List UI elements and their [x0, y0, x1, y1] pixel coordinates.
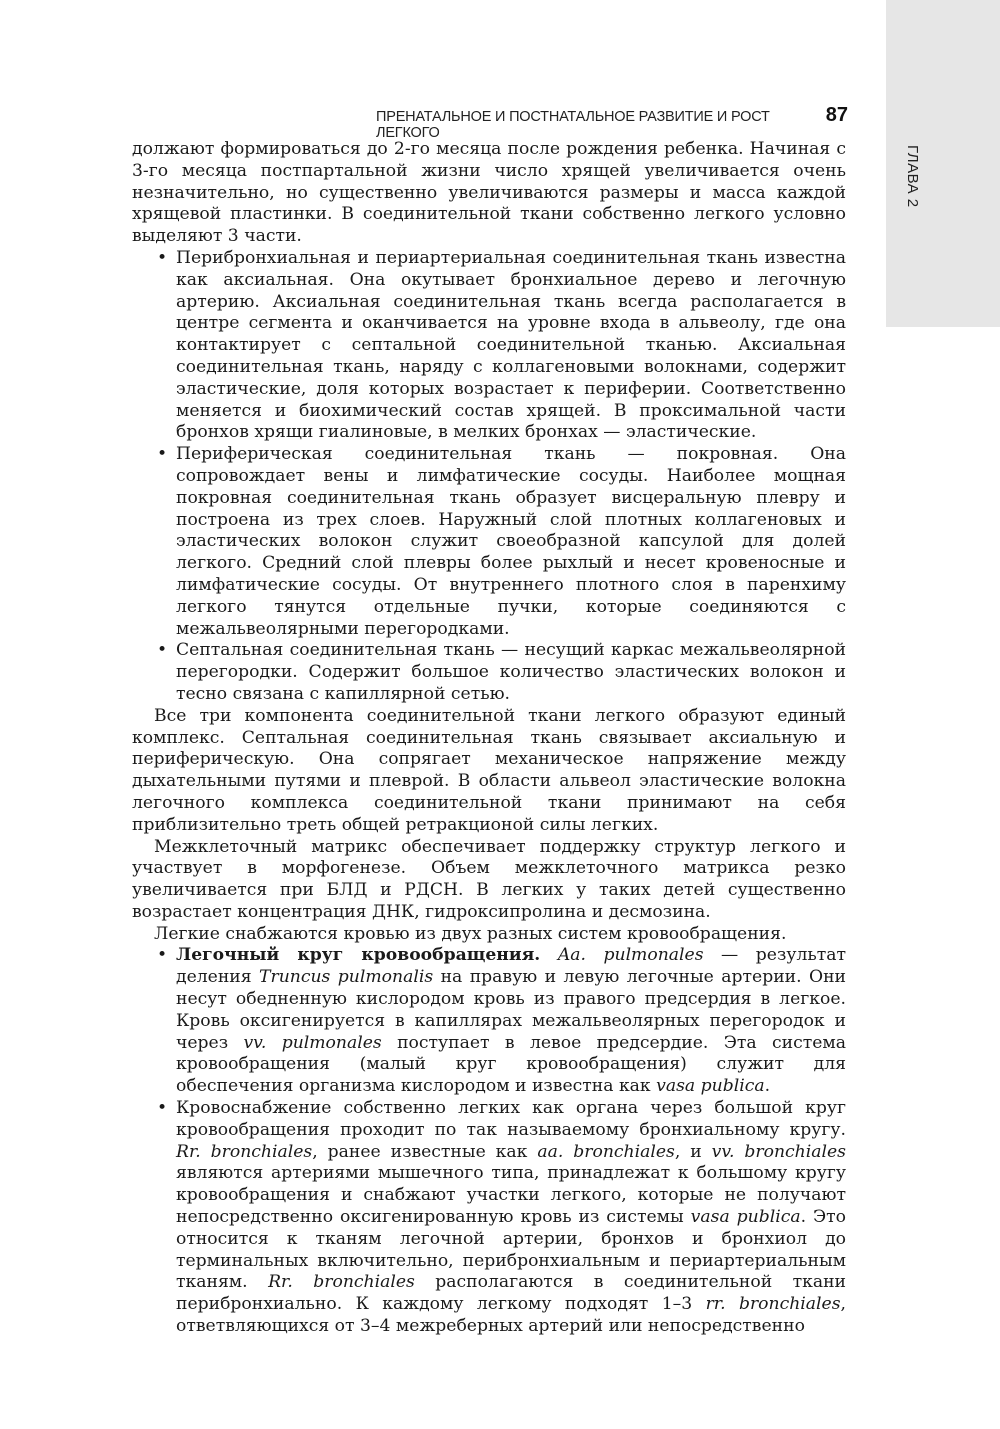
running-header	[376, 104, 848, 141]
text-run: . Это относится к тканям легочной артерии, бронхов и бронхиол до терминальных включительно, перибронхиальным и периартериальным тканям.	[176, 1207, 846, 1293]
pulmonary-heading: Легочный круг кровообращения.	[176, 945, 541, 966]
list-item-axial: • Перибронхиальная и периартериальная соединительная ткань известна как аксиальная. Она окутывает бронхиальное дерево и легочную артерию. Аксиальная соединительная ткань всегда располагается в центре сегмента и оканчивается на уровне входа в альвеолу, где она контактирует с септальной соединительной тканью. Аксиальная соединительная ткань, наряду с коллагеновыми волокнами, содержит эластические, доля которых возрастает к периферии. Соответственно меняется и биохимический состав хрящей. В проксимальной части бронхов хрящи гиалиновые, в мелких бронхах — эластические.	[176, 248, 846, 444]
latin-term: vv. bronchiales	[711, 1141, 846, 1162]
text-run: располагаются в соединительной ткани перибронхиально. К каждому легкому подходят 1–3	[176, 1272, 846, 1315]
text-run: , ответвляющихся от 3–4 межреберных артерий или непосредственно	[176, 1294, 846, 1337]
page-number: 87	[825, 104, 848, 126]
text-run: , и	[674, 1141, 712, 1162]
text-run: на правую и левую легочные артерии. Они несут обедненную кислородом кровь из правого предсердия в легкое. Кровь оксигенируется в капиллярах межальвеолярных перегородок и через	[176, 967, 846, 1053]
latin-term: aa. bronchiales	[537, 1141, 675, 1162]
text-run: , ранее известные как	[312, 1141, 538, 1162]
latin-term: Aa. pulmonales	[557, 945, 704, 966]
list-item-peripheral: • Периферическая соединительная ткань — покровная. Она сопровождает вены и лимфатические сосуды. Наиболее мощная покровная соединительная ткань образует висцеральную плевру и построена из трех слоев. Наружный слой плотных коллагеновых и эластических волокон служит своеобразной капсулой для долей легкого. Средний слой плевры более рыхлый и несет кровеносные и лимфатические сосуды. От внутреннего плотного слоя в паренхиму легкого тянутся отдельные пучки, которые соединяются с межальвеолярными перегородками.	[176, 444, 846, 640]
running-title: ПРЕНАТАЛЬНОЕ И ПОСТНАТАЛЬНОЕ РАЗВИТИЕ И РОСТ ЛЕГКОГО	[376, 109, 770, 141]
text-run: .	[764, 1076, 771, 1097]
circulation-list	[132, 945, 846, 1337]
list-item-pulmonary-circulation	[176, 945, 846, 1098]
chapter-label: ГЛАВА 2	[904, 145, 921, 208]
latin-term: vv. pulmonales	[243, 1032, 382, 1053]
latin-term: rr. bronchiales	[705, 1294, 841, 1315]
list-item-septal: • Септальная соединительная ткань — несущий каркас межальвеолярной перегородки. Содержит большое количество эластических волокон и тесно связана с капиллярной сетью.	[176, 640, 846, 705]
matrix-paragraph: Межклеточный матрикс обеспечивает поддержку структур легкого и участвует в морфогенезе. Объем межклеточного матрикса резко увеличивается при БЛД и РДСН. В легких у таких детей существенно возрастает концентрация ДНК, гидроксипролина и десмозина.	[132, 836, 846, 922]
latin-term: Rr. bronchiales	[268, 1272, 415, 1293]
latin-term: Truncus pulmonalis	[259, 967, 434, 988]
list-item-bronchial-circulation	[176, 1098, 846, 1338]
connective-tissue-list	[132, 248, 846, 706]
text-run: являются артериями мышечного типа, принадлежат к большому кругу кровообращения и снабжают участки легкого, которые не получают непосредственно оксигенированную кровь из системы	[176, 1163, 846, 1228]
intro-paragraph: должают формироваться до 2-го месяца после рождения ребенка. Начиная с 3-го месяца постпартальной жизни число хрящей увеличивается очень незначительно, но существенно увеличиваются размеры и масса каждой хрящевой пластинки. В соединительной ткани собственно легкого условно выделяют 3 части.	[132, 139, 846, 247]
complex-paragraph: Все три компонента соединительной ткани легкого образуют единый комплекс. Септальная соединительная ткань связывает аксиальную и периферическую. Она сопрягает механическое напряжение между дыхательными путями и плеврой. В области альвеол эластические волокна легочного комплекса соединительной ткани принимают на себя приблизительно треть общей ретракционой силы легких.	[132, 705, 846, 835]
latin-term: Rr. bronchiales	[176, 1141, 313, 1162]
latin-term: vasa publica	[656, 1076, 765, 1097]
text-run: поступает в левое предсердие. Эта система кровообращения (малый круг кровообращения) служит для обеспечения организма кислородом и известна как	[176, 1032, 846, 1097]
latin-term: vasa publica	[690, 1207, 801, 1228]
blood-supply-paragraph: Легкие снабжаются кровью из двух разных систем кровообращения.	[154, 923, 787, 944]
text-run: Кровоснабжение собственно легких как органа через большой круг кровообращения проходит по так называемому бронхиальному кругу.	[176, 1098, 846, 1140]
page-body	[132, 139, 846, 1338]
text-run: — результат деления	[176, 945, 846, 988]
